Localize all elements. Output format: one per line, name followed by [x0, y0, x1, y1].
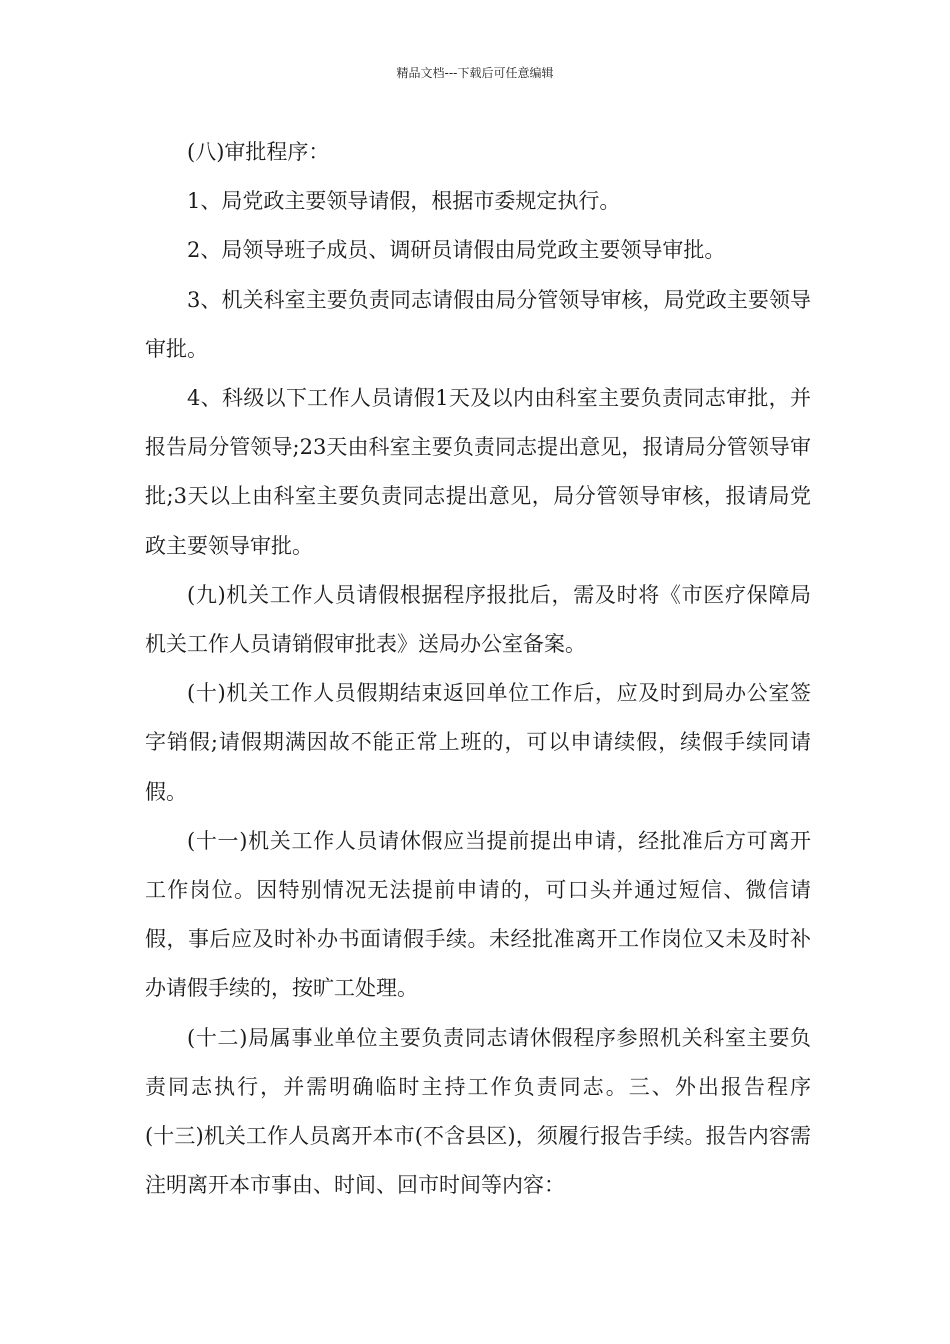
paragraph-item-3: 3、机关科室主要负责同志请假由局分管领导审核，局党政主要领导审批。 [145, 287, 811, 361]
paragraph-item-1: 1、局党政主要领导请假，根据市委规定执行。 [187, 189, 621, 214]
document-body [145, 128, 853, 1210]
page-header: 精品文档---下载后可任意编辑 [396, 66, 554, 80]
paragraph-section-11: (十一)机关工作人员请休假应当提前提出申请，经批准后方可离开工作岗位。因特别情况无法提前申请的，可口头并通过短信、微信请假，事后应及时补办书面请假手续。未经批准离开工作岗位又未及时补办请假手续的，按旷工处理。 [145, 828, 811, 1001]
paragraph-section-9: (九)机关工作人员请假根据程序报批后，需及时将《市医疗保障局机关工作人员请销假审批表》送局办公室备案。 [145, 582, 811, 657]
paragraph-approval-procedure-heading: (八)审批程序： [187, 140, 330, 164]
paragraph-item-2: 2、局领导班子成员、调研员请假由局党政主要领导审批。 [187, 238, 726, 263]
paragraph-section-12: (十二)局属事业单位主要负责同志请休假程序参照机关科室主要负责同志执行，并需明确临时主持工作负责同志。三、外出报告程序 (十三)机关工作人员离开本市(不含县区)，须履行报告手续。报告内容需注明离开本市事由、时间、回市时间等内容： [145, 1025, 853, 1198]
paragraph-section-10: (十)机关工作人员假期结束返回单位工作后，应及时到局办公室签字销假;请假期满因故不能正常上班的，可以申请续假，续假手续同请假。 [145, 681, 811, 804]
paragraph-item-4: 4、科级以下工作人员请假1天及以内由科室主要负责同志审批，并报告局分管领导;23天由科室主要负责同志提出意见，报请局分管领导审批;3天以上由科室主要负责同志提出意见，局分管领导审核，报请局党政主要领导审批。 [145, 386, 811, 558]
